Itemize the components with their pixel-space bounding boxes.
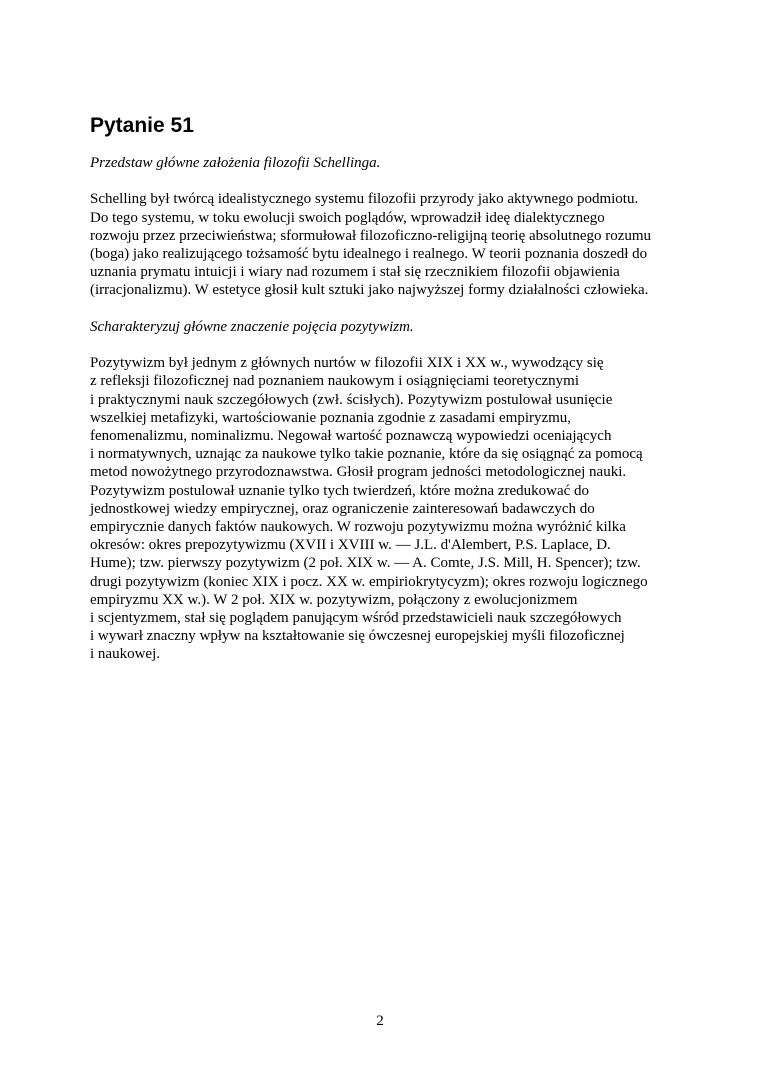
- paragraph-line: Hume); tzw. pierwszy pozytywizm (2 poł. XIX w. — A. Comte, J.S. Mill, H. Spencer); tzw.: [90, 555, 641, 572]
- paragraph-line: Pozytywizm postulował uznanie tylko tych twierdzeń, które można zredukować do: [90, 482, 590, 499]
- paragraph-line: Pozytywizm był jednym z głównych nurtów w filozofii XIX i XX w., wywodzący się: [90, 355, 604, 372]
- paragraph-line: drugi pozytywizm (koniec XIX i pocz. XX w. empiriokrytycyzm); okres rozwoju logicznego: [90, 573, 648, 590]
- paragraph-line: Schelling był twórcą idealistycznego systemu filozofii przyrody jako aktywnego podmiotu.: [90, 191, 639, 208]
- paragraph-line: rozwoju przez przeciwieństwa; sformułował filozoficzno-religijną teorię absolutnego rozumu: [90, 227, 652, 244]
- paragraph-line: i normatywnych, uznając za naukowe tylko takie poznanie, które da się osiągnąć za pomocą: [90, 446, 643, 463]
- page-heading: Pytanie 51: [90, 114, 194, 137]
- paragraph-line: jednostkowej wiedzy empirycznej, oraz ograniczenie zainteresowań badawczych do: [90, 500, 595, 517]
- paragraph-line: Do tego systemu, w toku ewolucji swoich poglądów, wprowadził ideę dialektycznego: [90, 209, 605, 226]
- paragraph-line: wszelkiej metafizyki, wartościowanie poznania zgodnie z zasadami empiryzmu,: [90, 409, 572, 426]
- page-number: 2: [376, 1013, 384, 1029]
- question-positivism: Scharakteryzuj główne znaczenie pojęcia pozytywizm.: [90, 318, 414, 335]
- paragraph-line: i praktycznymi nauk szczegółowych (zwł. ścisłych). Pozytywizm postulował usunięcie: [90, 391, 613, 408]
- paragraph-line: i wywarł znaczny wpływ na kształtowanie się ówczesnej europejskiej myśli filozoficznej: [90, 628, 625, 645]
- paragraph-line: empiryzmu XX w.). W 2 poł. XIX w. pozytywizm, połączony z ewolucjonizmem: [90, 591, 578, 608]
- paragraph-line: okresów: okres prepozytywizmu (XVII i XVIII w. — J.L. d'Alembert, P.S. Laplace, D.: [90, 537, 611, 554]
- paragraph-line: i naukowej.: [90, 646, 160, 663]
- paragraph-spacer: [90, 336, 680, 354]
- paragraph-line: uznania prymatu intuicji i wiary nad rozumem i stał się rzecznikiem filozofii objawienia: [90, 264, 620, 281]
- paragraph-line: fenomenalizmu, nominalizmu. Negował wartość poznawczą wypowiedzi oceniających: [90, 428, 612, 444]
- page-content: [90, 112, 680, 664]
- paragraph-line: metod nowożytnego przyrodoznawstwa. Głosił program jedności metodologicznej nauki.: [90, 464, 627, 481]
- answer-paragraph-schelling: [90, 190, 680, 299]
- paragraph-line: z refleksji filozoficznej nad poznaniem naukowym i osiągnięciami teoretycznymi: [90, 373, 579, 390]
- answer-paragraph-positivism: [90, 354, 680, 663]
- paragraph-spacer: [90, 300, 680, 318]
- paragraph-line: i scjentyzmem, stał się poglądem panującym wśród przedstawicieli nauk szczegółowych: [90, 610, 622, 627]
- question-schelling: Przedstaw główne założenia filozofii Schellinga.: [90, 155, 381, 171]
- paragraph-line: empirycznie danych faktów naukowych. W rozwoju pozytywizmu można wyróżnić kilka: [90, 519, 626, 536]
- paragraph-line: (boga) jako realizującego tożsamość bytu idealnego i realnego. W teorii poznania doszedł do: [90, 246, 648, 262]
- paragraph-spacer: [90, 172, 680, 190]
- paragraph-line: (irracjonalizmu). W estetyce głosił kult sztuki jako najwyższej formy działalności człowieka.: [90, 282, 649, 299]
